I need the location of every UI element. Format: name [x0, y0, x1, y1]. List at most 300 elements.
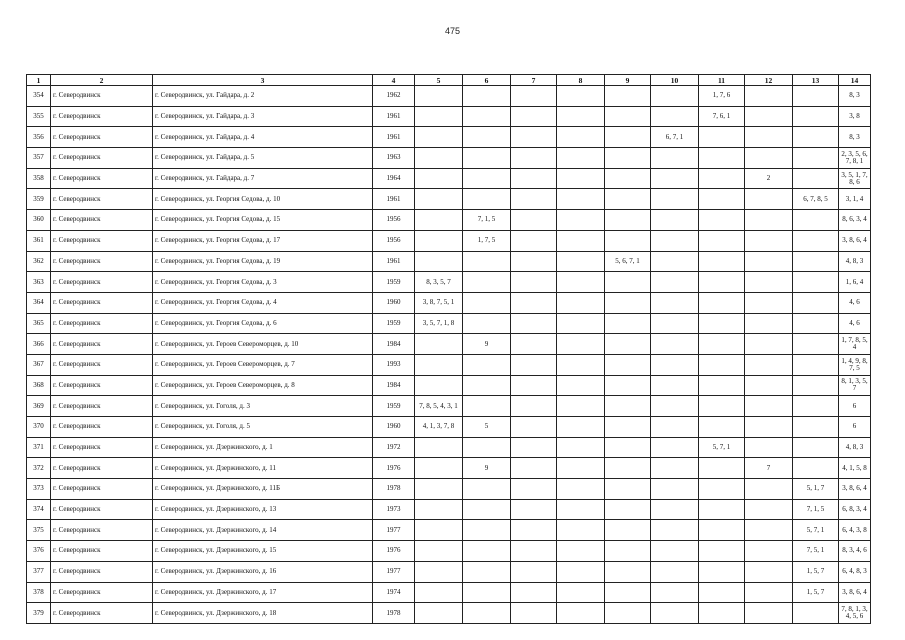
column-header-12: 12: [745, 75, 793, 86]
cell-c7: [511, 417, 557, 438]
cell-c14: 4, 8, 3: [839, 437, 871, 458]
cell-c14: 4, 8, 3: [839, 251, 871, 272]
cell-addr: г. Северодвинск, ул. Героев Североморцев, д. 8: [153, 375, 373, 396]
cell-mun: г. Северодвинск: [51, 603, 153, 624]
cell-c13: 5, 1, 7: [793, 479, 839, 500]
cell-c11: [699, 189, 745, 210]
cell-mun: г. Северодвинск: [51, 313, 153, 334]
cell-addr: г. Северодвинск, ул. Георгия Седова, д. 10: [153, 189, 373, 210]
cell-c6: [463, 499, 511, 520]
cell-num: 354: [27, 86, 51, 107]
cell-c10: [651, 582, 699, 603]
cell-num: 365: [27, 313, 51, 334]
cell-c11: [699, 210, 745, 231]
cell-c7: [511, 396, 557, 417]
column-header-13: 13: [793, 75, 839, 86]
cell-c11: [699, 292, 745, 313]
column-header-6: 6: [463, 75, 511, 86]
cell-c8: [557, 499, 605, 520]
cell-c9: [605, 561, 651, 582]
cell-c11: [699, 251, 745, 272]
cell-c14: 3, 8, 6, 4: [839, 230, 871, 251]
cell-c5: [415, 458, 463, 479]
cell-c14: 7, 8, 1, 3, 4, 5, 6: [839, 603, 871, 624]
cell-c8: [557, 86, 605, 107]
table-row: [27, 437, 871, 458]
cell-addr: г. Северодвинск, ул. Дзержинского, д. 17: [153, 582, 373, 603]
column-header-9: 9: [605, 75, 651, 86]
cell-mun: г. Северодвинск: [51, 127, 153, 148]
cell-c12: [745, 437, 793, 458]
cell-num: 373: [27, 479, 51, 500]
cell-c10: [651, 479, 699, 500]
cell-c7: [511, 334, 557, 355]
cell-c13: [793, 168, 839, 189]
cell-num: 362: [27, 251, 51, 272]
cell-c8: [557, 334, 605, 355]
header-row: [27, 75, 871, 86]
cell-c12: [745, 292, 793, 313]
cell-c14: 3, 1, 4: [839, 189, 871, 210]
cell-mun: г. Северодвинск: [51, 499, 153, 520]
cell-mun: г. Северодвинск: [51, 437, 153, 458]
cell-mun: г. Северодвинск: [51, 251, 153, 272]
cell-c7: [511, 354, 557, 375]
cell-c12: [745, 148, 793, 169]
table-row: [27, 86, 871, 107]
cell-num: 356: [27, 127, 51, 148]
cell-mun: г. Северодвинск: [51, 230, 153, 251]
cell-c5: [415, 375, 463, 396]
cell-c8: [557, 106, 605, 127]
cell-c11: [699, 561, 745, 582]
cell-c10: [651, 561, 699, 582]
cell-num: 367: [27, 354, 51, 375]
cell-addr: г. Северодвинск, ул. Дзержинского, д. 11Б: [153, 479, 373, 500]
cell-c14: 6, 4, 3, 8: [839, 520, 871, 541]
cell-c5: [415, 168, 463, 189]
cell-c13: [793, 603, 839, 624]
column-header-14: 14: [839, 75, 871, 86]
cell-c9: [605, 168, 651, 189]
cell-c10: [651, 313, 699, 334]
cell-mun: г. Северодвинск: [51, 375, 153, 396]
column-header-8: 8: [557, 75, 605, 86]
cell-c11: [699, 479, 745, 500]
cell-c10: [651, 251, 699, 272]
table-row: [27, 603, 871, 624]
table-row: [27, 168, 871, 189]
cell-c14: 6: [839, 396, 871, 417]
cell-c6: 7, 1, 5: [463, 210, 511, 231]
cell-addr: г. Северодвинск, ул. Гоголя, д. 3: [153, 396, 373, 417]
cell-c9: [605, 230, 651, 251]
cell-c5: 8, 3, 5, 7: [415, 272, 463, 293]
cell-c13: 7, 5, 1: [793, 541, 839, 562]
cell-c6: [463, 603, 511, 624]
cell-c5: [415, 106, 463, 127]
cell-c8: [557, 189, 605, 210]
table-row: [27, 189, 871, 210]
cell-c12: [745, 189, 793, 210]
cell-addr: г. Северодвинск, ул. Героев Североморцев, д. 7: [153, 354, 373, 375]
cell-c9: 5, 6, 7, 1: [605, 251, 651, 272]
cell-c6: [463, 437, 511, 458]
cell-c7: [511, 479, 557, 500]
cell-c6: [463, 313, 511, 334]
cell-c11: [699, 375, 745, 396]
cell-c8: [557, 210, 605, 231]
cell-c12: [745, 479, 793, 500]
cell-addr: г. Северодвинск, ул. Гайдара, д. 3: [153, 106, 373, 127]
cell-num: 360: [27, 210, 51, 231]
cell-addr: г. Северодвинск, ул. Гоголя, д. 5: [153, 417, 373, 438]
cell-c8: [557, 375, 605, 396]
cell-c6: [463, 354, 511, 375]
cell-c7: [511, 230, 557, 251]
cell-c9: [605, 334, 651, 355]
cell-c11: [699, 148, 745, 169]
cell-c14: 8, 3: [839, 86, 871, 107]
cell-addr: г. Северодвинск, ул. Дзержинского, д. 18: [153, 603, 373, 624]
cell-c12: [745, 86, 793, 107]
cell-c10: [651, 603, 699, 624]
cell-num: 372: [27, 458, 51, 479]
cell-addr: г. Северодвинск, ул. Георгия Седова, д. 17: [153, 230, 373, 251]
cell-num: 366: [27, 334, 51, 355]
cell-mun: г. Северодвинск: [51, 106, 153, 127]
cell-c8: [557, 561, 605, 582]
cell-c7: [511, 541, 557, 562]
cell-addr: г. Северодвинск, ул. Дзержинского, д. 1: [153, 437, 373, 458]
cell-c6: 1, 7, 5: [463, 230, 511, 251]
cell-c11: [699, 354, 745, 375]
cell-c12: 2: [745, 168, 793, 189]
cell-c11: [699, 334, 745, 355]
cell-c14: 8, 6, 3, 4: [839, 210, 871, 231]
cell-c10: [651, 292, 699, 313]
cell-num: 379: [27, 603, 51, 624]
cell-c9: [605, 417, 651, 438]
cell-c5: [415, 334, 463, 355]
housing-schedule-table: [26, 74, 871, 624]
cell-c8: [557, 292, 605, 313]
cell-c9: [605, 292, 651, 313]
cell-c8: [557, 230, 605, 251]
cell-c13: [793, 396, 839, 417]
cell-mun: г. Северодвинск: [51, 148, 153, 169]
cell-c11: [699, 541, 745, 562]
cell-c5: [415, 127, 463, 148]
cell-year: 1959: [373, 396, 415, 417]
cell-addr: г. Северодвинск, ул. Георгия Седова, д. 6: [153, 313, 373, 334]
cell-mun: г. Северодвинск: [51, 520, 153, 541]
cell-c8: [557, 520, 605, 541]
cell-c7: [511, 127, 557, 148]
cell-c12: [745, 127, 793, 148]
cell-mun: г. Северодвинск: [51, 354, 153, 375]
cell-c6: [463, 541, 511, 562]
cell-c9: [605, 106, 651, 127]
table-row: [27, 272, 871, 293]
column-header-5: 5: [415, 75, 463, 86]
cell-c12: [745, 210, 793, 231]
column-header-4: 4: [373, 75, 415, 86]
table-row: [27, 582, 871, 603]
cell-c5: [415, 603, 463, 624]
cell-c14: 1, 7, 8, 5, 4: [839, 334, 871, 355]
cell-c6: [463, 189, 511, 210]
cell-c6: [463, 396, 511, 417]
cell-addr: г. Северодвинск, ул. Гайдара, д. 2: [153, 86, 373, 107]
cell-c10: [651, 189, 699, 210]
cell-num: 369: [27, 396, 51, 417]
cell-c11: [699, 127, 745, 148]
cell-c10: [651, 354, 699, 375]
column-header-10: 10: [651, 75, 699, 86]
cell-c9: [605, 148, 651, 169]
cell-c11: 5, 7, 1: [699, 437, 745, 458]
cell-c12: 7: [745, 458, 793, 479]
cell-c9: [605, 582, 651, 603]
cell-c14: 4, 6: [839, 292, 871, 313]
cell-c10: 6, 7, 1: [651, 127, 699, 148]
cell-year: 1956: [373, 230, 415, 251]
cell-mun: г. Северодвинск: [51, 334, 153, 355]
cell-c13: [793, 148, 839, 169]
cell-c8: [557, 354, 605, 375]
cell-c5: [415, 148, 463, 169]
cell-c14: 6: [839, 417, 871, 438]
cell-num: 378: [27, 582, 51, 603]
cell-addr: г. Северодвинск, ул. Дзержинского, д. 13: [153, 499, 373, 520]
cell-year: 1993: [373, 354, 415, 375]
cell-c13: [793, 417, 839, 438]
cell-c9: [605, 189, 651, 210]
cell-addr: г. Северодвинск, ул. Гайдара, д. 5: [153, 148, 373, 169]
cell-c9: [605, 375, 651, 396]
cell-c9: [605, 603, 651, 624]
cell-c5: [415, 437, 463, 458]
cell-c13: [793, 127, 839, 148]
cell-c10: [651, 396, 699, 417]
cell-c5: [415, 582, 463, 603]
table-row: [27, 458, 871, 479]
cell-c7: [511, 251, 557, 272]
cell-c13: 5, 7, 1: [793, 520, 839, 541]
cell-c14: 8, 3, 4, 6: [839, 541, 871, 562]
cell-c5: [415, 499, 463, 520]
cell-c6: 9: [463, 334, 511, 355]
table-row: [27, 106, 871, 127]
table-row: [27, 230, 871, 251]
column-header-2: 2: [51, 75, 153, 86]
cell-num: 368: [27, 375, 51, 396]
cell-c12: [745, 603, 793, 624]
cell-num: 377: [27, 561, 51, 582]
cell-c11: 1, 7, 6: [699, 86, 745, 107]
cell-c7: [511, 292, 557, 313]
cell-num: 359: [27, 189, 51, 210]
cell-c6: [463, 292, 511, 313]
cell-c11: [699, 499, 745, 520]
cell-year: 1978: [373, 603, 415, 624]
cell-c6: [463, 375, 511, 396]
cell-addr: г. Северодвинск, ул. Дзержинского, д. 15: [153, 541, 373, 562]
cell-c13: [793, 458, 839, 479]
cell-num: 358: [27, 168, 51, 189]
cell-year: 1963: [373, 148, 415, 169]
cell-mun: г. Северодвинск: [51, 272, 153, 293]
cell-c12: [745, 396, 793, 417]
cell-c9: [605, 458, 651, 479]
cell-c10: [651, 437, 699, 458]
cell-c8: [557, 603, 605, 624]
cell-c13: [793, 354, 839, 375]
cell-num: 370: [27, 417, 51, 438]
cell-year: 1962: [373, 86, 415, 107]
cell-c11: [699, 230, 745, 251]
cell-c13: 1, 5, 7: [793, 561, 839, 582]
cell-c10: [651, 334, 699, 355]
cell-c12: [745, 561, 793, 582]
cell-c10: [651, 86, 699, 107]
cell-year: 1976: [373, 541, 415, 562]
cell-c7: [511, 499, 557, 520]
cell-c7: [511, 210, 557, 231]
cell-c12: [745, 251, 793, 272]
cell-c9: [605, 396, 651, 417]
cell-c10: [651, 375, 699, 396]
cell-mun: г. Северодвинск: [51, 458, 153, 479]
cell-c10: [651, 272, 699, 293]
cell-c9: [605, 499, 651, 520]
cell-c14: 8, 3: [839, 127, 871, 148]
cell-mun: г. Северодвинск: [51, 396, 153, 417]
cell-c12: [745, 520, 793, 541]
cell-mun: г. Северодвинск: [51, 479, 153, 500]
cell-c13: 1, 5, 7: [793, 582, 839, 603]
cell-c9: [605, 272, 651, 293]
cell-c6: [463, 272, 511, 293]
cell-c7: [511, 561, 557, 582]
cell-c14: 3, 8, 6, 4: [839, 479, 871, 500]
cell-c8: [557, 127, 605, 148]
cell-c13: [793, 375, 839, 396]
cell-c5: [415, 354, 463, 375]
cell-c12: [745, 106, 793, 127]
column-header-1: 1: [27, 75, 51, 86]
cell-c9: [605, 210, 651, 231]
cell-c11: [699, 272, 745, 293]
cell-c13: [793, 230, 839, 251]
cell-num: 363: [27, 272, 51, 293]
table-row: [27, 292, 871, 313]
table-body: [27, 86, 871, 624]
cell-c6: [463, 168, 511, 189]
page-number: 475: [444, 26, 461, 36]
cell-c5: [415, 86, 463, 107]
cell-year: 1976: [373, 458, 415, 479]
cell-c14: 4, 6: [839, 313, 871, 334]
cell-year: 1984: [373, 334, 415, 355]
cell-c11: [699, 313, 745, 334]
cell-year: 1977: [373, 561, 415, 582]
table-row: [27, 334, 871, 355]
column-header-3: 3: [153, 75, 373, 86]
cell-c8: [557, 582, 605, 603]
cell-c13: 6, 7, 8, 5: [793, 189, 839, 210]
cell-c7: [511, 520, 557, 541]
cell-addr: г. Северодвинск, ул. Дзержинского, д. 16: [153, 561, 373, 582]
cell-c8: [557, 313, 605, 334]
cell-mun: г. Северодвинск: [51, 582, 153, 603]
cell-mun: г. Северодвинск: [51, 210, 153, 231]
cell-c7: [511, 189, 557, 210]
cell-c6: [463, 106, 511, 127]
cell-c5: [415, 541, 463, 562]
cell-c9: [605, 86, 651, 107]
cell-c6: [463, 479, 511, 500]
table-row: [27, 210, 871, 231]
cell-num: 375: [27, 520, 51, 541]
cell-c12: [745, 499, 793, 520]
cell-c10: [651, 106, 699, 127]
cell-year: 1961: [373, 106, 415, 127]
cell-c11: [699, 458, 745, 479]
cell-c11: [699, 168, 745, 189]
cell-c8: [557, 479, 605, 500]
cell-c5: [415, 520, 463, 541]
cell-c12: [745, 334, 793, 355]
cell-c9: [605, 541, 651, 562]
cell-addr: г. Северодвинск, ул. Гайдара, д. 7: [153, 168, 373, 189]
cell-c6: [463, 148, 511, 169]
cell-c6: 5: [463, 417, 511, 438]
cell-c8: [557, 251, 605, 272]
cell-mun: г. Северодвинск: [51, 541, 153, 562]
cell-year: 1984: [373, 375, 415, 396]
cell-c12: [745, 230, 793, 251]
cell-c13: [793, 106, 839, 127]
cell-c9: [605, 354, 651, 375]
cell-addr: г. Северодвинск, ул. Георгия Седова, д. 3: [153, 272, 373, 293]
cell-c8: [557, 168, 605, 189]
cell-c10: [651, 230, 699, 251]
cell-c7: [511, 313, 557, 334]
cell-c7: [511, 168, 557, 189]
cell-c11: [699, 396, 745, 417]
cell-addr: г. Северодвинск, ул. Георгия Седова, д. 19: [153, 251, 373, 272]
cell-c8: [557, 417, 605, 438]
cell-c13: [793, 210, 839, 231]
cell-c12: [745, 582, 793, 603]
cell-num: 376: [27, 541, 51, 562]
cell-c10: [651, 210, 699, 231]
cell-addr: г. Северодвинск, ул. Героев Североморцев, д. 10: [153, 334, 373, 355]
cell-mun: г. Северодвинск: [51, 561, 153, 582]
table-row: [27, 251, 871, 272]
cell-mun: г. Северодвинск: [51, 189, 153, 210]
cell-c7: [511, 603, 557, 624]
cell-c8: [557, 272, 605, 293]
cell-year: 1960: [373, 417, 415, 438]
table-row: [27, 354, 871, 375]
cell-year: 1961: [373, 189, 415, 210]
cell-c14: 8, 1, 3, 5, 7: [839, 375, 871, 396]
cell-c6: [463, 561, 511, 582]
cell-year: 1959: [373, 272, 415, 293]
